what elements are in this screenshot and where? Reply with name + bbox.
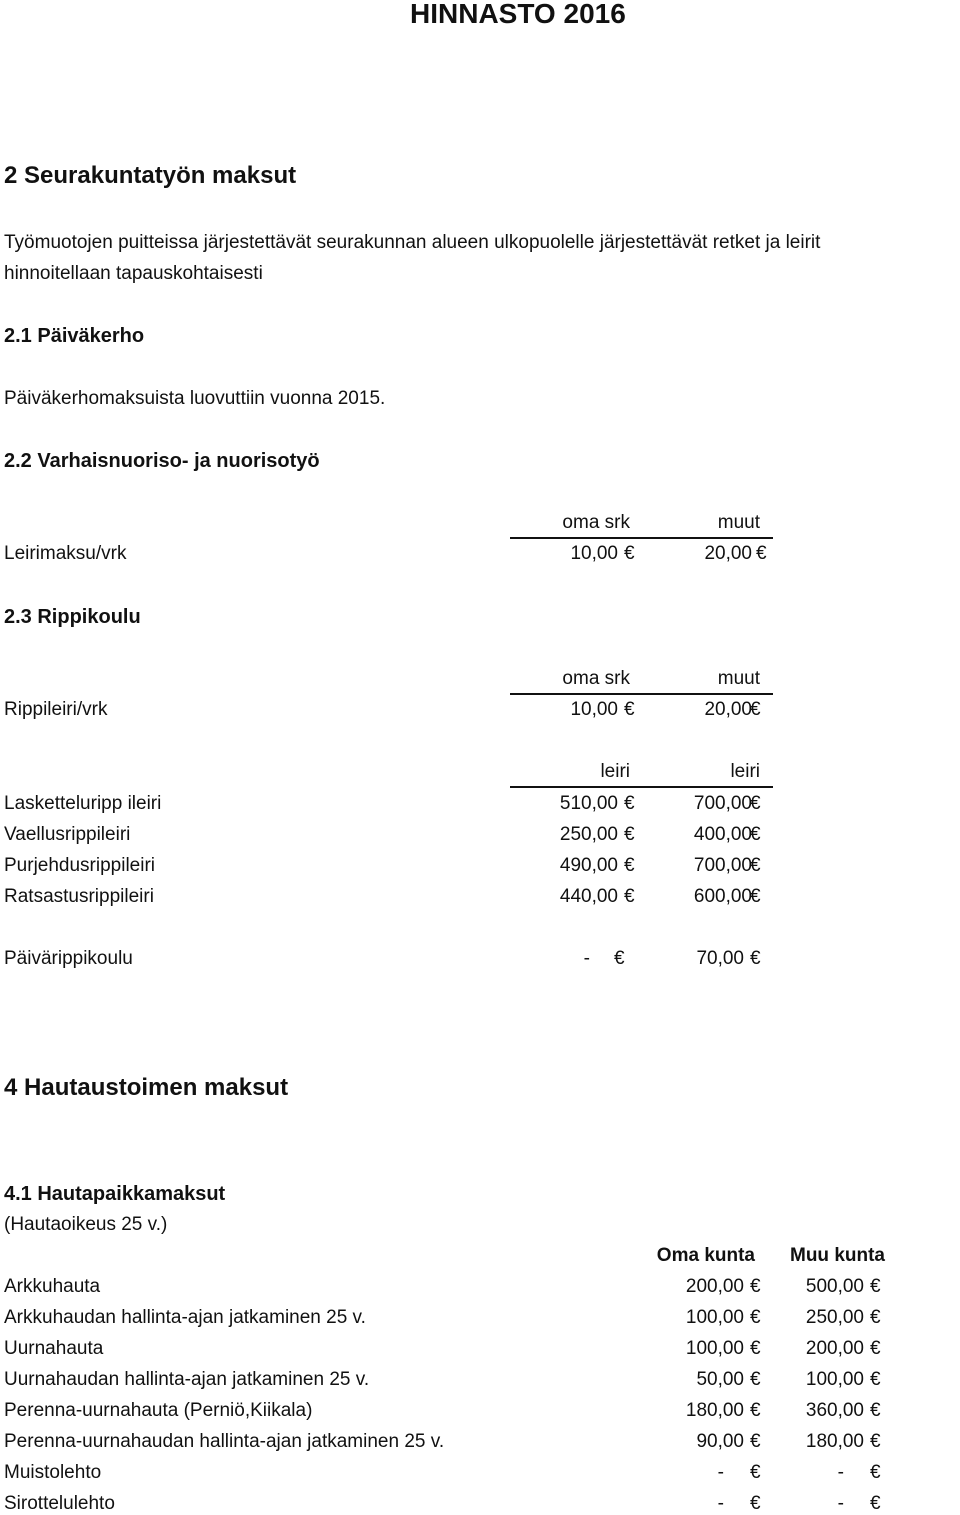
camp-row-value-1: 250,00 [559,824,618,845]
euro-sign: € [870,1400,881,1421]
section-2-intro-line-2: hinnoitellaan tapauskohtaisesti [4,263,263,284]
section-2-3-heading: 2.3 Rippikoulu [4,606,141,628]
camp-row-value-1: 490,00 [559,855,618,876]
euro-sign: € [870,1369,881,1390]
camp-row-value-2: 600,00 [693,886,752,907]
euro-sign: € [750,1369,761,1390]
row-label: Rippileiri/vrk [4,699,108,720]
row-value-muut: 20,00 [704,699,752,720]
section-2-intro-line-1: Työmuotojen puitteissa järjestettävät seurakunnan alueen ulkopuolelle järjestettävät retket ja leirit [4,232,821,253]
camp-row-value-2: 700,00 [693,793,752,814]
euro-sign: € [750,1338,761,1359]
col-header-oma-kunta: Oma kunta [656,1245,755,1266]
grave-row-value-2: - [837,1462,844,1483]
section-2-1-heading: 2.1 Päiväkerho [4,325,145,347]
euro-sign: € [750,855,761,876]
section-2-2-heading: 2.2 Varhaisnuoriso- ja nuorisotyö [4,450,320,472]
euro-sign: € [624,699,635,720]
euro-sign: € [624,855,635,876]
euro-sign: € [750,886,761,907]
grave-row-value-2: 200,00 [805,1338,864,1359]
grave-row-label: Uurnahauta [4,1338,104,1359]
euro-sign: € [624,543,635,564]
grave-row-value-2: 100,00 [805,1369,864,1390]
day-confirmation-label: Päivärippikoulu [4,948,133,969]
table-header-rule [510,693,773,695]
section-2-1-text: Päiväkerhomaksuista luovuttiin vuonna 2015. [4,388,386,409]
page-title: HINNASTO 2016 [410,0,626,29]
row-value-oma-srk: 10,00 [570,699,618,720]
euro-sign: € [750,1400,761,1421]
table-header-rule [510,786,773,788]
grave-row-value-2: 180,00 [805,1431,864,1452]
day-confirmation-value-2: 70,00 [696,948,744,969]
grave-row-value-2: - [837,1493,844,1514]
euro-sign: € [614,948,625,969]
section-4-1-heading: 4.1 Hautapaikkamaksut [4,1183,226,1205]
grave-row-value-1: - [717,1493,724,1514]
col-header-oma-srk: oma srk [562,512,630,533]
grave-row-value-2: 360,00 [805,1400,864,1421]
euro-sign: € [870,1307,881,1328]
grave-row-value-1: - [717,1462,724,1483]
euro-sign: € [750,1276,761,1297]
euro-sign: € [870,1338,881,1359]
grave-row-value-1: 100,00 [685,1338,744,1359]
euro-sign: € [750,1307,761,1328]
grave-row-value-2: 500,00 [805,1276,864,1297]
grave-row-value-1: 100,00 [685,1307,744,1328]
col-header-muut: muut [717,668,760,689]
camp-row-label: Vaellusrippileiri [4,824,131,845]
camp-row-value-1: 440,00 [559,886,618,907]
camp-row-value-1: 510,00 [559,793,618,814]
camp-row-label: Lasketteluripp ileiri [4,793,162,814]
grave-row-label: Sirottelulehto [4,1493,115,1514]
grave-row-value-2: 250,00 [805,1307,864,1328]
euro-sign: € [750,699,761,720]
col-header-muu-kunta: Muu kunta [790,1245,885,1266]
euro-sign: € [756,543,767,564]
section-4-1-subheading: (Hautaoikeus 25 v.) [4,1214,168,1235]
euro-sign: € [870,1493,881,1514]
grave-row-value-1: 90,00 [696,1431,744,1452]
camp-row-label: Ratsastusrippileiri [4,886,154,907]
section-2-heading: 2 Seurakuntatyön maksut [4,162,297,189]
euro-sign: € [750,1493,761,1514]
row-label: Leirimaksu/vrk [4,543,127,564]
euro-sign: € [624,793,635,814]
grave-row-value-1: 180,00 [685,1400,744,1421]
grave-row-label: Muistolehto [4,1462,102,1483]
euro-sign: € [750,824,761,845]
euro-sign: € [750,1431,761,1452]
table-header-rule [510,537,773,539]
col-header-oma-srk: oma srk [562,668,630,689]
euro-sign: € [750,793,761,814]
grave-row-label: Arkkuhauta [4,1276,101,1297]
camp-row-value-2: 700,00 [693,855,752,876]
camp-row-value-2: 400,00 [693,824,752,845]
grave-row-label: Uurnahaudan hallinta-ajan jatkaminen 25 v. [4,1369,370,1390]
day-confirmation-value-1: - [583,948,590,969]
section-4-heading: 4 Hautaustoimen maksut [4,1074,289,1101]
grave-row-label: Perenna-uurnahaudan hallinta-ajan jatkaminen 25 v. [4,1431,445,1452]
col-header-leiri-1: leiri [600,761,630,782]
grave-row-value-1: 200,00 [685,1276,744,1297]
euro-sign: € [870,1276,881,1297]
col-header-muut: muut [717,512,760,533]
euro-sign: € [750,1462,761,1483]
row-value-oma-srk: 10,00 [570,543,618,564]
grave-row-value-1: 50,00 [696,1369,744,1390]
euro-sign: € [870,1431,881,1452]
col-header-leiri-2: leiri [730,761,760,782]
grave-row-label: Perenna-uurnahauta (Perniö,Kiikala) [4,1400,313,1421]
row-value-muut: 20,00 [704,543,752,564]
euro-sign: € [750,948,761,969]
euro-sign: € [624,824,635,845]
camp-row-label: Purjehdusrippileiri [4,855,156,876]
euro-sign: € [870,1462,881,1483]
grave-row-label: Arkkuhaudan hallinta-ajan jatkaminen 25 v. [4,1307,366,1328]
euro-sign: € [624,886,635,907]
